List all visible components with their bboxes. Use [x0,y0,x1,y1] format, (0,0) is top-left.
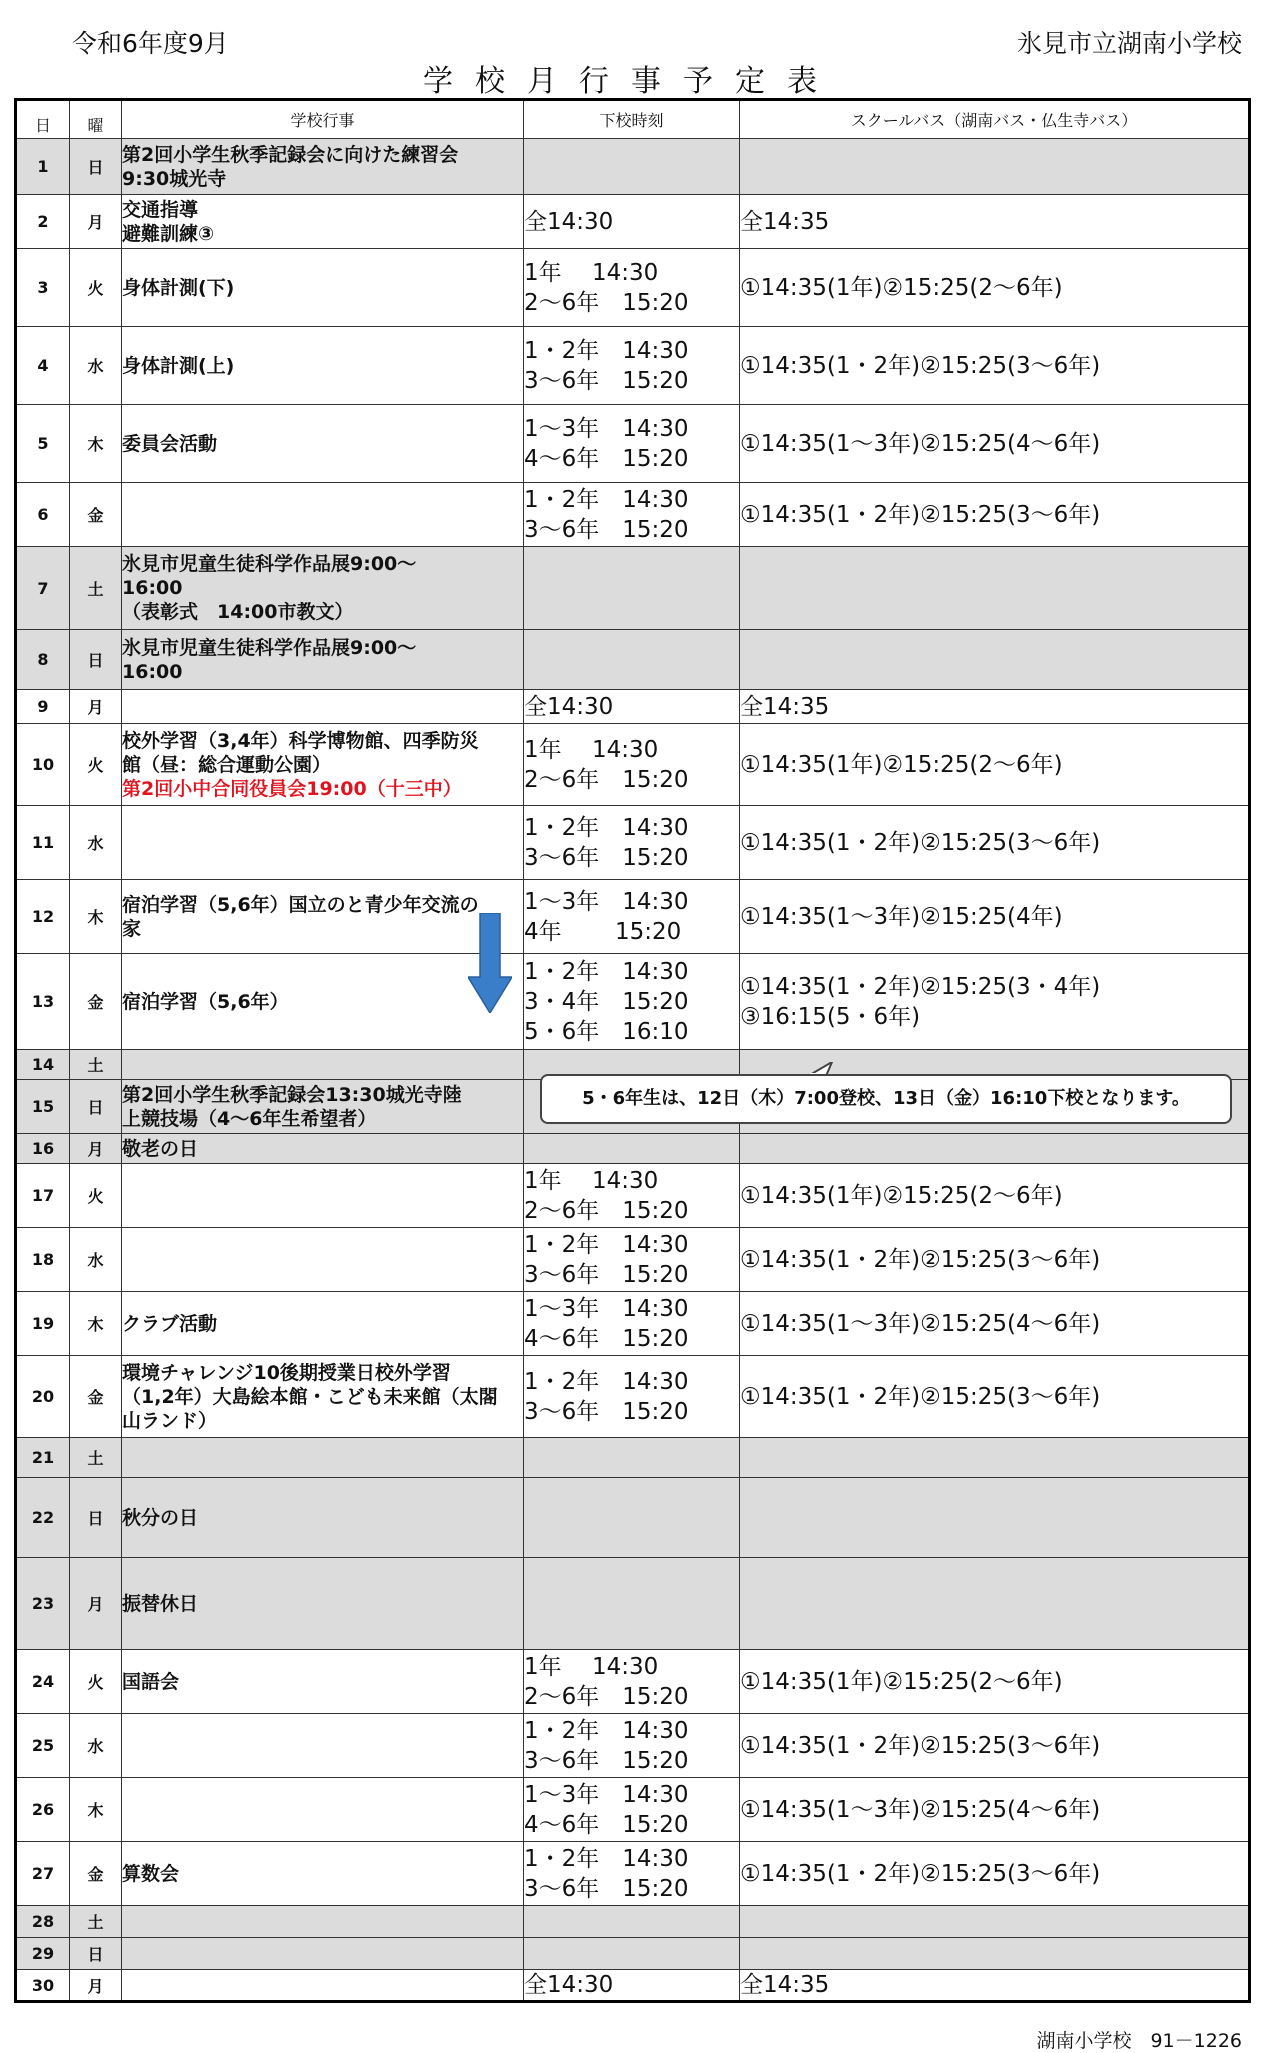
dismissal-cell [524,1356,740,1438]
dismissal-line: 3～6年 15:20 [524,1261,689,1288]
table-row [16,954,1250,1050]
table-row [16,630,1250,690]
weekday-cell: 土 [70,1050,122,1080]
bus-line: ①14:35(1・2年)②15:25(3～6年) [740,1246,1101,1273]
weekday-cell: 木 [70,1292,122,1356]
weekday-cell: 日 [70,1938,122,1970]
weekday-cell: 日 [70,1080,122,1134]
day-cell: 30 [16,1970,70,2002]
events-cell [122,327,524,405]
dismissal-cell [524,1292,740,1356]
dismissal-cell [524,1558,740,1650]
dismissal-cell [524,327,740,405]
day-cell: 4 [16,327,70,405]
weekday-cell: 月 [70,195,122,249]
day-cell: 1 [16,139,70,195]
day-cell: 5 [16,405,70,483]
event-line: 16:00 [122,660,183,683]
weekday-cell: 水 [70,327,122,405]
events-cell [122,1356,524,1438]
day-cell: 23 [16,1558,70,1650]
day-cell: 18 [16,1228,70,1292]
bus-cell [740,1558,1250,1650]
dismissal-line: 2～6年 15:20 [524,1197,689,1224]
dismissal-line: 1・2年 14:30 [524,337,689,364]
table-row [16,1970,1250,2002]
bus-cell [740,630,1250,690]
day-cell: 8 [16,630,70,690]
table-row [16,1164,1250,1228]
bus-cell [740,1228,1250,1292]
bus-line: ③16:15(5・6年) [740,1003,921,1030]
events-cell [122,547,524,630]
dismissal-cell [524,724,740,806]
bus-cell [740,1438,1250,1478]
event-line: 上競技場（4～6年生希望者） [122,1107,377,1130]
bus-cell [740,547,1250,630]
events-cell [122,483,524,547]
dismissal-line: 1・2年 14:30 [524,958,689,985]
dismissal-cell [524,547,740,630]
day-cell: 16 [16,1134,70,1164]
dismissal-cell [524,1906,740,1938]
bus-line: ①14:35(1～3年)②15:25(4年) [740,903,1063,930]
weekday-cell: 水 [70,806,122,880]
column-header-weekday: 曜 [70,100,122,139]
weekday-cell: 火 [70,1164,122,1228]
event-line: 第2回小学生秋季記録会に向けた練習会 [122,143,459,166]
table-row [16,139,1250,195]
dismissal-line: 3～6年 15:20 [524,367,689,394]
dismissal-line: 3～6年 15:20 [524,516,689,543]
event-line: 委員会活動 [122,432,218,455]
table-row [16,1292,1250,1356]
day-cell: 26 [16,1778,70,1842]
table-row [16,880,1250,954]
day-cell: 27 [16,1842,70,1906]
footer-contact: 湖南小学校 91－1226 [1036,2030,1242,2052]
bus-line: ①14:35(1・2年)②15:25(3～6年) [740,1383,1101,1410]
table-row [16,690,1250,724]
bus-cell [740,483,1250,547]
bus-cell [740,1778,1250,1842]
event-line: 氷見市児童生徒科学作品展9:00～ [122,636,417,659]
events-cell [122,1050,524,1080]
weekday-cell: 月 [70,690,122,724]
day-cell: 10 [16,724,70,806]
bus-cell [740,195,1250,249]
table-row [16,195,1250,249]
header-row [16,100,1250,139]
dismissal-line: 2～6年 15:20 [524,289,689,316]
dismissal-cell [524,880,740,954]
dismissal-cell [524,954,740,1050]
dismissal-line: 2～6年 15:20 [524,766,689,793]
events-cell [122,195,524,249]
bus-cell [740,1906,1250,1938]
event-line: （表彰式 14:00市教文） [122,601,354,623]
dismissal-line: 1・2年 14:30 [524,1231,689,1258]
table-row [16,724,1250,806]
period-label: 令和6年度9月 [72,29,229,58]
dismissal-line: 1年 14:30 [524,1167,659,1194]
weekday-cell: 木 [70,1778,122,1842]
bus-cell [740,327,1250,405]
event-line: 環境チャレンジ10後期授業日校外学習 [122,1361,451,1384]
dismissal-line: 1年 14:30 [524,1653,659,1680]
bus-cell [740,1134,1250,1164]
event-line: 秋分の日 [122,1506,199,1529]
table-row [16,483,1250,547]
event-line: 9:30城光寺 [122,167,227,190]
bus-cell [740,724,1250,806]
dismissal-line: 4～6年 15:20 [524,1811,689,1838]
events-cell [122,1478,524,1558]
page-title: 学校月行事予定表 [423,64,839,99]
events-cell [122,954,524,1050]
events-cell [122,630,524,690]
events-cell [122,806,524,880]
day-cell: 2 [16,195,70,249]
weekday-cell: 金 [70,1842,122,1906]
bus-cell [740,1292,1250,1356]
events-cell [122,1080,524,1134]
event-line: 16:00 [122,577,183,599]
weekday-cell: 水 [70,1228,122,1292]
table-row [16,1714,1250,1778]
bus-cell [740,1938,1250,1970]
event-line: 第2回小学生秋季記録会13:30城光寺陸 [122,1083,462,1106]
event-line: 氷見市児童生徒科学作品展9:00～ [122,553,417,575]
table-row [16,1558,1250,1650]
event-line-highlight: 第2回小中合同役員会19:00（十三中） [122,777,462,800]
weekday-cell: 月 [70,1970,122,2002]
events-cell [122,405,524,483]
weekday-cell: 月 [70,1558,122,1650]
bus-cell [740,1842,1250,1906]
bus-line: ①14:35(1年)②15:25(2～6年) [740,751,1063,778]
column-header-day: 日 [16,100,70,139]
event-line: 山ランド） [122,1409,218,1432]
dismissal-cell [524,139,740,195]
table-row [16,1938,1250,1970]
dismissal-line: 1・2年 14:30 [524,814,689,841]
dismissal-cell [524,1938,740,1970]
table-row [16,1906,1250,1938]
bus-line: ①14:35(1・2年)②15:25(3～6年) [740,501,1101,528]
table-row [16,806,1250,880]
weekday-cell: 土 [70,547,122,630]
dismissal-cell [524,1164,740,1228]
event-line: 敬老の日 [122,1137,199,1160]
table-row [16,1438,1250,1478]
weekday-cell: 日 [70,1478,122,1558]
dismissal-line: 4年 15:20 [524,918,682,945]
dismissal-line: 全14:30 [524,208,614,235]
weekday-cell: 火 [70,249,122,327]
bus-line: 全14:35 [740,1972,830,1998]
school-name: 氷見市立湖南小学校 [1016,29,1242,58]
dismissal-line: 全14:30 [524,693,614,720]
event-line: 館（昼：総合運動公園） [122,753,332,776]
column-header-dismissal: 下校時刻 [524,100,740,139]
events-cell [122,1938,524,1970]
table-row [16,1478,1250,1558]
table-row [16,1842,1250,1906]
dismissal-cell [524,1228,740,1292]
dismissal-cell [524,690,740,724]
weekday-cell: 土 [70,1438,122,1478]
bus-cell [740,1970,1250,2002]
day-cell: 15 [16,1080,70,1134]
day-cell: 6 [16,483,70,547]
bus-cell [740,249,1250,327]
table-row [16,327,1250,405]
event-line: 宿泊学習（5,6年） [122,990,289,1013]
day-cell: 21 [16,1438,70,1478]
dismissal-cell [524,806,740,880]
day-cell: 14 [16,1050,70,1080]
table-row [16,1650,1250,1714]
bus-cell [740,1478,1250,1558]
event-line: クラブ活動 [122,1312,218,1335]
dismissal-line: 4～6年 15:20 [524,1325,689,1352]
bus-line: ①14:35(1年)②15:25(2～6年) [740,274,1063,301]
dismissal-line: 1～3年 14:30 [524,888,689,915]
bus-cell [740,1356,1250,1438]
weekday-cell: 日 [70,630,122,690]
table-row [16,1228,1250,1292]
weekday-cell: 火 [70,724,122,806]
event-line: 国語会 [122,1670,180,1693]
bus-line: ①14:35(1・2年)②15:25(3～6年) [740,829,1101,856]
dismissal-line: 1・2年 14:30 [524,1845,689,1872]
event-line: 宿泊学習（5,6年）国立のと青少年交流の [122,893,479,916]
event-line: 身体計測(上) [122,354,235,377]
events-cell [122,1714,524,1778]
dismissal-line: 1年 14:30 [524,259,659,286]
table-row [16,547,1250,630]
event-line: 家 [122,917,142,940]
day-cell: 29 [16,1938,70,1970]
bus-line: ①14:35(1・2年)②15:25(3・4年) [740,973,1101,1000]
bus-line: ①14:35(1・2年)②15:25(3～6年) [740,352,1101,379]
dismissal-cell [524,1134,740,1164]
callout-note: 5・6年生は、12日（木）7:00登校、13日（金）16:10下校となります。 [540,1074,1232,1124]
bus-cell [740,1714,1250,1778]
events-cell [122,690,524,724]
table-row [16,1356,1250,1438]
events-cell [122,1650,524,1714]
weekday-cell: 金 [70,1356,122,1438]
events-cell [122,1438,524,1478]
weekday-cell: 木 [70,405,122,483]
dismissal-line: 1～3年 14:30 [524,1781,689,1808]
weekday-cell: 水 [70,1714,122,1778]
bus-cell [740,1650,1250,1714]
day-cell: 24 [16,1650,70,1714]
dismissal-cell [524,195,740,249]
bus-line: ①14:35(1・2年)②15:25(3～6年) [740,1860,1101,1887]
events-cell [122,1970,524,2002]
events-cell [122,249,524,327]
dismissal-line: 3～6年 15:20 [524,844,689,871]
schedule-table [14,98,1251,2003]
dismissal-cell [524,249,740,327]
bus-line: ①14:35(1・2年)②15:25(3～6年) [740,1732,1101,1759]
dismissal-cell [524,1438,740,1478]
dismissal-line: 1・2年 14:30 [524,1368,689,1395]
bus-cell [740,139,1250,195]
dismissal-line: 3・4年 15:20 [524,988,689,1015]
day-cell: 11 [16,806,70,880]
day-cell: 9 [16,690,70,724]
day-cell: 20 [16,1356,70,1438]
dismissal-line: 2～6年 15:20 [524,1683,689,1710]
weekday-cell: 土 [70,1906,122,1938]
weekday-cell: 火 [70,1650,122,1714]
events-cell [122,1292,524,1356]
dismissal-cell [524,1714,740,1778]
event-line: 校外学習（3,4年）科学博物館、四季防災 [122,729,479,752]
events-cell [122,139,524,195]
bus-cell [740,690,1250,724]
bus-line: 全14:35 [740,208,830,235]
dismissal-line: 1・2年 14:30 [524,1717,689,1744]
dismissal-line: 全14:30 [524,1972,614,1998]
events-cell [122,724,524,806]
dismissal-line: 1～3年 14:30 [524,415,689,442]
table-row [16,249,1250,327]
bus-line: ①14:35(1～3年)②15:25(4～6年) [740,1796,1101,1823]
dismissal-cell [524,1478,740,1558]
dismissal-line: 1年 14:30 [524,736,659,763]
dismissal-cell [524,405,740,483]
dismissal-line: 4～6年 15:20 [524,445,689,472]
bus-cell [740,405,1250,483]
table-row [16,1778,1250,1842]
bus-cell [740,880,1250,954]
event-line: 交通指導 [122,198,199,221]
dismissal-line: 1・2年 14:30 [524,486,689,513]
column-header-bus: スクールバス（湖南バス・仏生寺バス） [740,100,1250,139]
day-cell: 7 [16,547,70,630]
dismissal-line: 3～6年 15:20 [524,1747,689,1774]
bus-cell [740,806,1250,880]
bus-cell [740,954,1250,1050]
day-cell: 3 [16,249,70,327]
table-row [16,1134,1250,1164]
bus-line: ①14:35(1～3年)②15:25(4～6年) [740,1310,1101,1337]
weekday-cell: 月 [70,1134,122,1164]
dismissal-line: 3～6年 15:20 [524,1398,689,1425]
event-line: （1,2年）大島絵本館・こども未来館（太閤 [122,1385,498,1408]
events-cell [122,1164,524,1228]
event-line: 避難訓練③ [122,222,215,245]
events-cell [122,1228,524,1292]
table-row [16,405,1250,483]
event-line: 算数会 [122,1862,180,1885]
events-cell [122,1778,524,1842]
weekday-cell: 日 [70,139,122,195]
dismissal-cell [524,1842,740,1906]
day-cell: 12 [16,880,70,954]
weekday-cell: 金 [70,483,122,547]
day-cell: 17 [16,1164,70,1228]
event-line: 身体計測(下) [122,276,235,299]
event-line: 振替休日 [122,1592,199,1615]
weekday-cell: 木 [70,880,122,954]
dismissal-cell [524,1778,740,1842]
dismissal-line: 5・6年 16:10 [524,1018,689,1045]
dismissal-cell [524,1970,740,2002]
column-header-events: 学校行事 [122,100,524,139]
events-cell [122,880,524,954]
day-cell: 19 [16,1292,70,1356]
bus-cell [740,1164,1250,1228]
day-cell: 25 [16,1714,70,1778]
events-cell [122,1842,524,1906]
bus-line: 全14:35 [740,693,830,720]
day-cell: 28 [16,1906,70,1938]
dismissal-line: 3～6年 15:20 [524,1875,689,1902]
dismissal-cell [524,483,740,547]
day-cell: 13 [16,954,70,1050]
events-cell [122,1134,524,1164]
day-cell: 22 [16,1478,70,1558]
dismissal-cell [524,630,740,690]
events-cell [122,1558,524,1650]
arrow-down-icon [468,913,512,1013]
bus-line: ①14:35(1年)②15:25(2～6年) [740,1668,1063,1695]
dismissal-cell [524,1650,740,1714]
bus-line: ①14:35(1～3年)②15:25(4～6年) [740,430,1101,457]
dismissal-line: 1～3年 14:30 [524,1295,689,1322]
events-cell [122,1906,524,1938]
bus-line: ①14:35(1年)②15:25(2～6年) [740,1182,1063,1209]
weekday-cell: 金 [70,954,122,1050]
